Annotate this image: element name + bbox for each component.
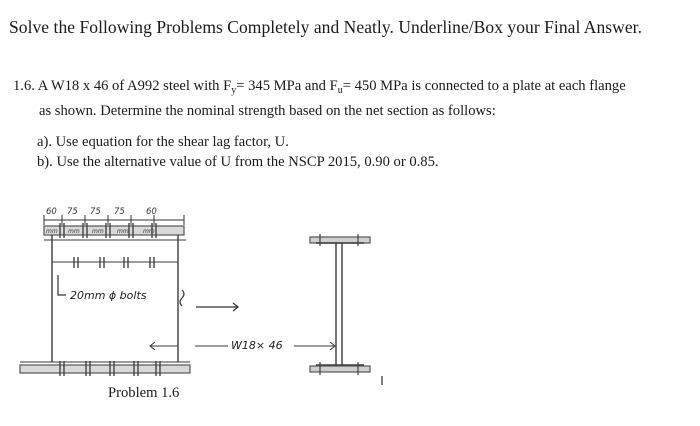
- problem-text-line1-post: = 450 MPa is connected to a plate at each flange: [342, 78, 626, 94]
- instructions-heading: Solve the Following Problems Completely and Neatly. Underline/Box your Final Answer.: [9, 17, 643, 37]
- fy-subscript: y: [231, 85, 237, 96]
- dim-label: 75: [90, 207, 101, 217]
- dim-unit: mm: [143, 228, 155, 235]
- problem-text-line1-pre: A W18 x 46 of A992 steel with F: [37, 78, 232, 94]
- part-b: b). Use the alternative value of U from the NSCP 2015, 0.90 or 0.85.: [37, 154, 439, 170]
- bolt-label: 20mm ϕ bolts: [70, 289, 147, 302]
- problem-text-line1-mid: = 345 MPa and F: [236, 78, 338, 94]
- dim-label: 60: [146, 207, 157, 217]
- connection-figure: [0, 180, 700, 385]
- section-view: [195, 234, 382, 385]
- dim-label: 75: [67, 207, 78, 217]
- problem-text-line2: as shown. Determine the nominal strength based on the net section as follows:: [39, 103, 496, 119]
- bottom-plate: [20, 365, 190, 373]
- part-a: a). Use equation for the shear lag factor, U.: [37, 134, 289, 150]
- load-arrow: [196, 303, 238, 311]
- top-plate: [44, 226, 184, 235]
- dim-unit: mm: [68, 228, 80, 235]
- problem-statement: [13, 76, 693, 121]
- fu-subscript: u: [337, 85, 343, 96]
- dim-unit: mm: [117, 228, 129, 235]
- problem-number: 1.6.: [13, 78, 35, 94]
- dim-unit: mm: [92, 228, 104, 235]
- figure-caption: Problem 1.6: [108, 385, 180, 401]
- dim-unit: mm: [46, 228, 58, 235]
- problem-parts: [37, 132, 439, 172]
- section-label: W18× 46: [231, 339, 283, 352]
- dim-label: 60: [46, 207, 57, 217]
- dim-label: 75: [114, 207, 125, 217]
